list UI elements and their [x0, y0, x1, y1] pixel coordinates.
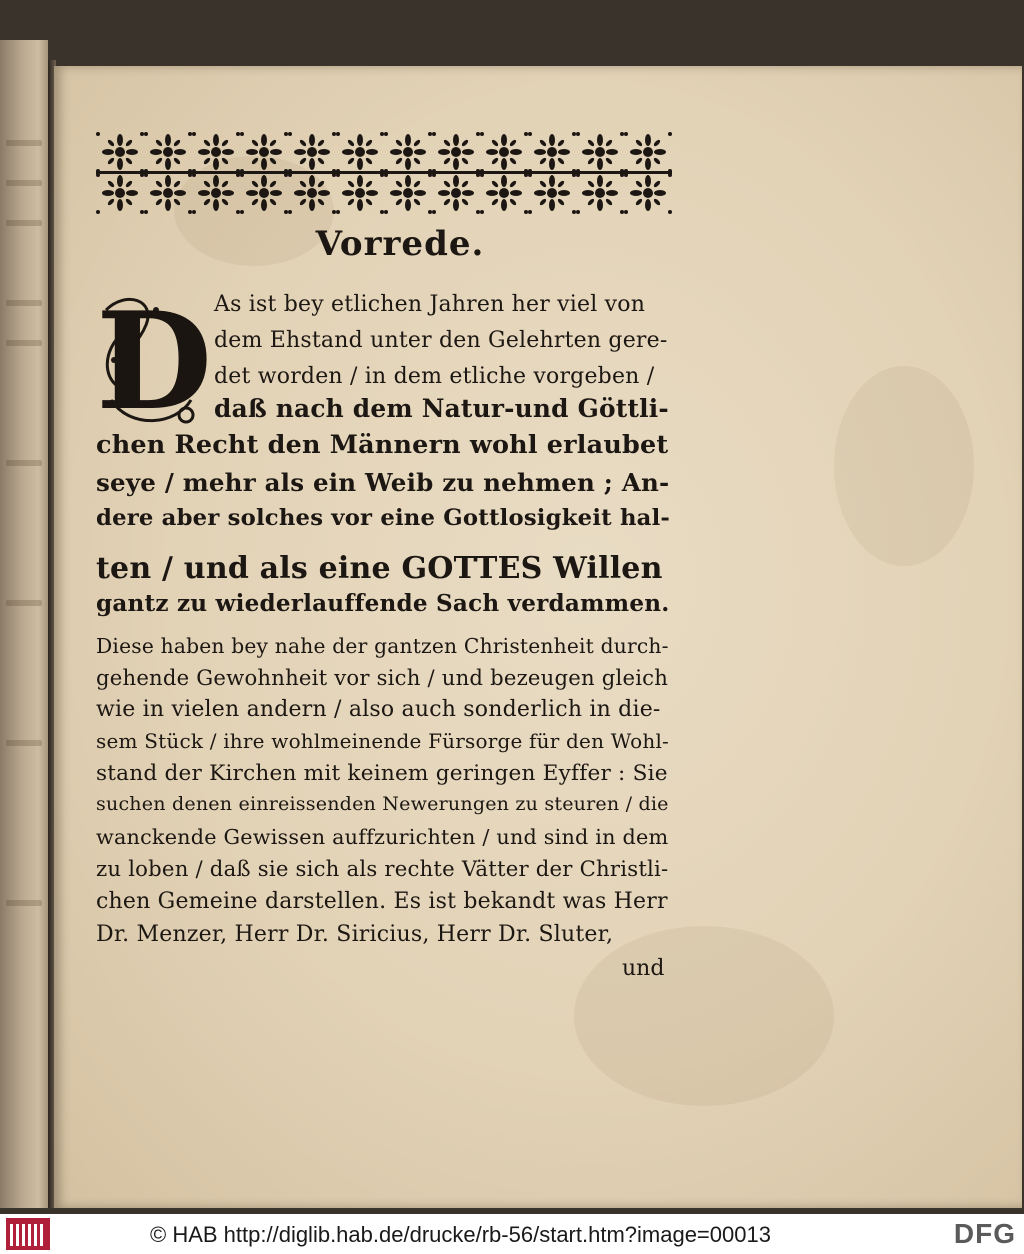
text-line: stand der Kirchen mit keinem geringen Eyffer : Sie	[96, 761, 668, 786]
text-line: gehende Gewohnheit vor sich / und bezeugen gleich	[96, 665, 669, 690]
decorated-initial	[96, 282, 213, 440]
footer-bar	[0, 1214, 1024, 1254]
text-line: dere aber solches vor eine Gottlosigkeit hal-	[96, 505, 671, 531]
text-line: Dr. Menzer, Herr Dr. Siricius, Herr Dr. Sluter,	[96, 922, 614, 947]
text-line: gantz zu wiederlauffende Sach verdammen.	[96, 590, 670, 617]
hab-library-logo-icon[interactable]	[6, 1218, 50, 1250]
text-line: zu loben / daß sie sich als rechte Vätter der Christli-	[96, 857, 669, 882]
left-facing-page-edge	[0, 40, 48, 1208]
text-line: Diese haben bey nahe der gantzen Christenheit durch-	[96, 634, 669, 658]
text-line: chen Gemeine darstellen. Es ist bekandt was Herr	[96, 889, 668, 914]
section-heading: Vorrede.	[315, 224, 485, 264]
text-line: dem Ehstand unter den Gelehrten gere-	[214, 328, 668, 353]
text-line: wie in vielen andern / also auch sonderlich in die-	[96, 697, 661, 722]
dfg-logo[interactable]: DFG	[953, 1218, 1016, 1249]
text-line: As ist bey etlichen Jahren her viel von	[214, 292, 646, 317]
text-line: daß nach dem Natur-und Göttli-	[214, 394, 669, 423]
text-line: ten / und als eine GOTTES Willen	[96, 551, 663, 586]
text-line: det worden / in dem etliche vorgeben /	[214, 364, 655, 389]
catchword: und	[622, 956, 665, 981]
initial-letter: D	[96, 282, 213, 440]
decorative-headpiece	[96, 132, 672, 214]
text-line: wanckende Gewissen auffzurichten / und sind in dem	[96, 825, 669, 849]
copyright-source-link[interactable]: © HAB http://diglib.hab.de/drucke/rb-56/start.htm?image=00013	[150, 1222, 771, 1247]
text-line: suchen denen einreissenden Newerungen zu steuren / die	[96, 793, 669, 815]
text-line: sem Stück / ihre wohlmeinende Fürsorge für den Wohl-	[96, 729, 670, 753]
text-line: seye / mehr als ein Weib zu nehmen ; An-	[96, 468, 670, 497]
text-line: chen Recht den Männern wohl erlaubet	[96, 430, 669, 460]
